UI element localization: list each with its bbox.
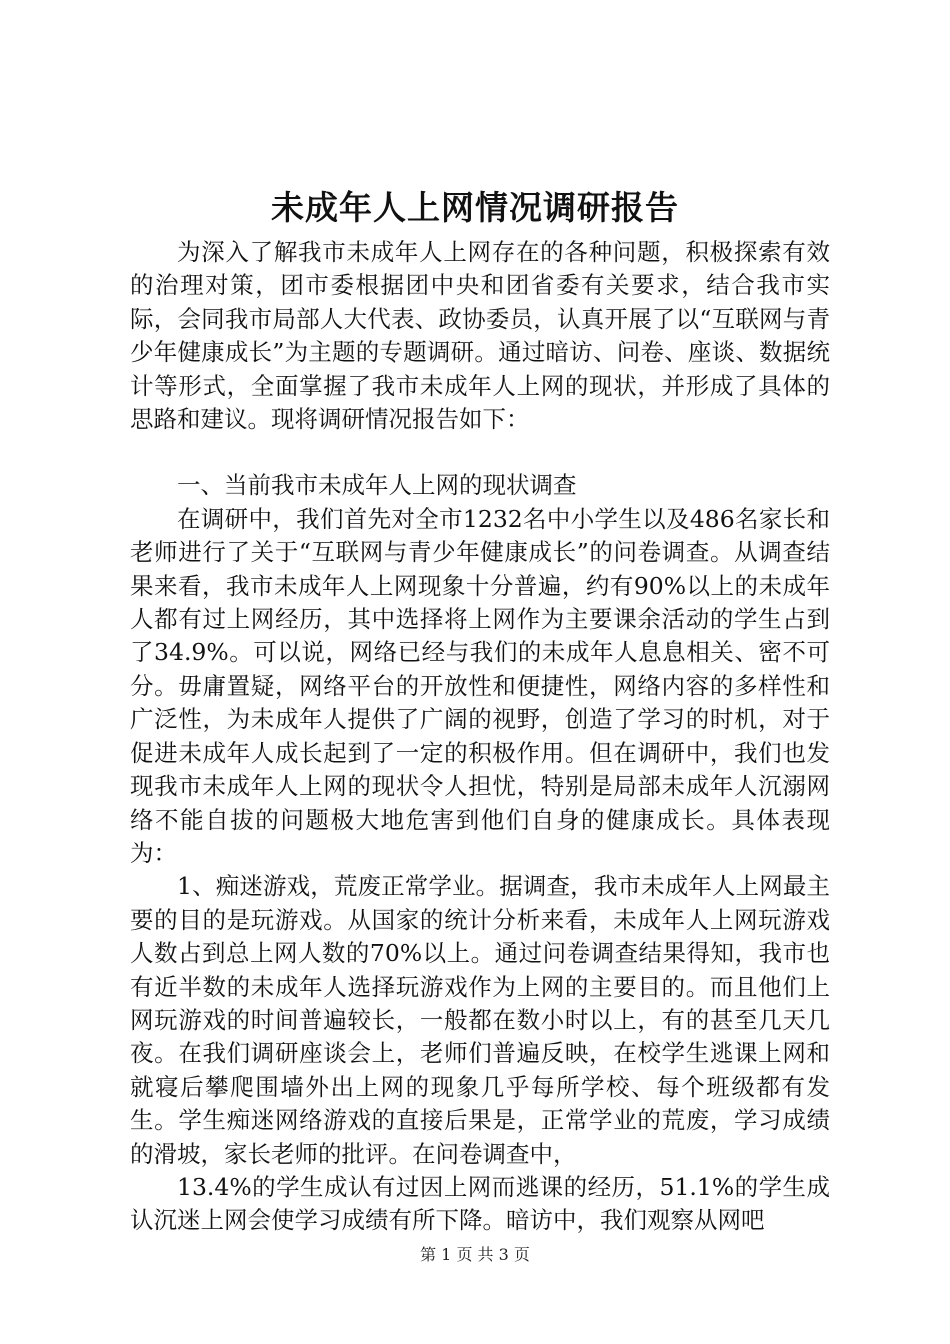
- document-body: [130, 236, 830, 1238]
- gaming-paragraph: 1、痴迷游戏，荒废正常学业。据调查，我市未成年人上网最主要的目的是玩游戏。从国家的统计分析来看，未成年人上网玩游戏人数占到总上网人数的70%以上。通过问卷调查结果得知，我市也有近半数的未成年人选择玩游戏作为上网的主要目的。而且他们上网玩游戏的时间普遍较长，一般都在数小时以上，有的甚至几天几夜。在我们调研座谈会上，老师们普遍反映，在校学生逃课上网和就寝后攀爬围墙外出上网的现象几乎每所学校、每个班级都有发生。学生痴迷网络游戏的直接后果是，正常学业的荒废，学习成绩的滑坡，家长老师的批评。在问卷调查中，: [130, 872, 830, 1168]
- survey-paragraph: 在调研中，我们首先对全市1232名中小学生以及486名家长和老师进行了关于“互联网与青少年健康成长”的问卷调查。从调查结果来看，我市未成年人上网现象十分普遍，约有90%以上的未成年人都有过上网经历，其中选择将上网作为主要课余活动的学生占到了34.9%。可以说，网络已经与我们的未成年人息息相关、密不可分。毋庸置疑，网络平台的开放性和便捷性，网络内容的多样性和广泛性，为未成年人提供了广阔的视野，创造了学习的时机，对于促进未成年人成长起到了一定的积极作用。但在调研中，我们也发现我市未成年人上网的现状令人担忧，特别是局部未成年人沉溺网络不能自拔的问题极大地危害到他们自身的健康成长。具体表现为：: [130, 504, 830, 867]
- intro-paragraph: 为深入了解我市未成年人上网存在的各种问题，积极探索有效的治理对策，团市委根据团中央和团省委有关要求，结合我市实际，会同我市局部人大代表、政协委员，认真开展了以“互联网与青少年健康成长”为主题的专题调研。通过暗访、问卷、座谈、数据统计等形式，全面掌握了我市未成年人上网的现状，并形成了具体的思路和建议。现将调研情况报告如下：: [130, 238, 830, 434]
- truancy-paragraph: 13.4%的学生成认有过因上网而逃课的经历，51.1%的学生成认沉迷上网会使学习成绩有所下降。暗访中，我们观察从网吧: [130, 1172, 830, 1235]
- page-number-footer: 第 1 页 共 3 页: [420, 1245, 530, 1264]
- document-title: 未成年人上网情况调研报告: [271, 188, 679, 227]
- section-heading: 一、当前我市未成年人上网的现状调查: [177, 471, 577, 500]
